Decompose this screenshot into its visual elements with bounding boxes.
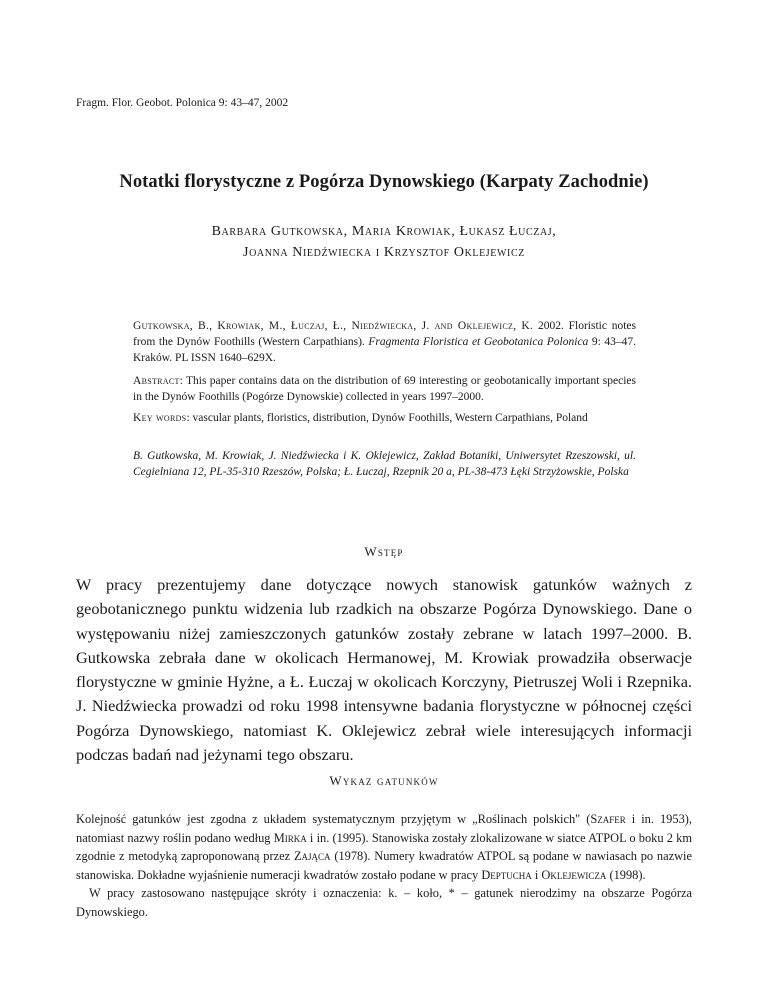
keywords-label: Key words [133,412,187,424]
text-run: (1978). Numery kwadratów ATPOL są podane w nawiasach po nazwie stanowiska. Dokładne wyjaśnienie numeracji kwadratów zostało podane w pracy [76,849,692,882]
reference-journal: Fragmenta Floristica et Geobotanica Polonica [368,336,589,348]
citation-deptuch: Deptucha [481,867,532,882]
authors-line-1: Barbara Gutkowska, Maria Krowiak, Łukasz Łuczaj, [211,224,557,239]
reference-authors: Gutkowska, B., Krowiak, M., Łuczaj, Ł., Niedźwiecka, J. and Oklejewicz, K. [133,320,534,332]
text-run: Kolejność gatunków jest zgodna z układem systematycznym przyjętym w „Roślinach polskich" ( [76,812,591,826]
species-intro-paragraph-1 [76,812,692,882]
abstract-label: Abstract [133,375,180,387]
abstract-block [133,373,636,405]
text-run: i in. 1953), natomiast nazwy roślin podano według [76,812,692,845]
section-heading-species-list: Wykaz gatunków [329,773,439,788]
reference-tail: 9: 43–47. Kraków. PL ISSN 1640–629X. [133,336,636,364]
citation-oklejewicz: Oklejewicza [541,867,607,882]
text-run: (1998). [606,867,646,882]
citation-szafer: Szafer [590,812,626,826]
reference-text: 2002. Floristic notes from the Dynów Foothills (Western Carpathians). [133,320,636,348]
keywords-text: : vascular plants, floristics, distribution, Dynów Foothills, Western Carpathians, Poland [186,412,588,424]
abstract-text: : This paper contains data on the distribution of 69 interesting or geobotanically important species in the Dynów Foothills (Pogórze Dynowskie) collected in years 1997–2000. [133,375,636,403]
citation-mirka: Mirka [273,830,307,845]
section-heading-introduction: Wstęp [364,544,404,559]
reference-block [133,318,636,366]
text-run: i [531,867,542,882]
journal-citation: Fragm. Flor. Geobot. Polonica 9: 43–47, 2002 [76,97,289,109]
species-intro-paragraph-2: W pracy zastosowano następujące skróty i oznaczenia: k. – koło, * – gatunek nierodzimy na obszarze Pogórza Dynowskiego. [76,886,692,919]
text-run: i in. (1995). Stanowiska zostały zlokalizowane w siatce ATPOL o boku 2 km zgodnie z metodyką zaproponowaną przez [76,830,692,863]
species-list-intro [76,810,692,921]
author-address: B. Gutkowska, M. Krowiak, J. Niedźwiecka i K. Oklejewicz, Zakład Botaniki, Uniwersytet Rzeszowski, ul. Cegielniana 12, PL-35-310 Rzeszów, Polska; Ł. Łuczaj, Rzepnik 20 a, PL-38-473 Łęki Strzyżowskie, Polska [133,450,636,478]
author-list [0,221,768,263]
authors-line-2: Joanna Niedźwiecka i Krzysztof Oklejewicz [243,245,525,260]
citation-zajac: Zająca [293,849,331,863]
article-title: Notatki florystyczne z Pogórza Dynowskiego (Karpaty Zachodnie) [119,172,649,192]
introduction-paragraph: W pracy prezentujemy dane dotyczące nowych stanowisk gatunków ważnych z geobotanicznego punktu widzenia lub rzadkich na obszarze Pogórza Dynowskiego. Dane o występowaniu niżej zamieszczonych gatunków zostały zebrane w latach 1997–2000. B. Gutkowska zebrała dane w okolicach Hermanowej, M. Krowiak prowadziła obserwacje florystyczne w gminie Hyżne, a Ł. Łuczaj w okolicach Korczyny, Pietruszej Woli i Rzepnika. J. Niedźwiecka prowadzi od roku 1998 intensywne badania florystyczne w północnej części Pogórza Dynowskiego, natomiast K. Oklejewicz zebrał wiele interesujących informacji podczas badań nad jeżynami tego obszaru. [76,575,692,765]
keywords-block [133,410,636,426]
